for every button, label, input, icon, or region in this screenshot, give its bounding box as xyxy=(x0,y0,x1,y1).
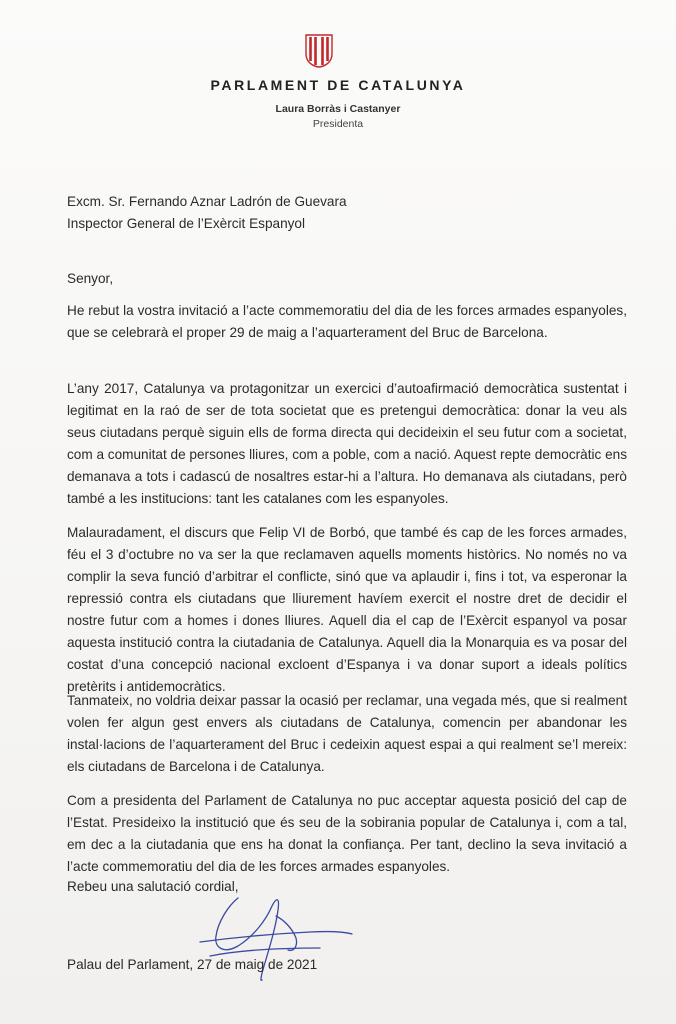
institution-name: PARLAMENT DE CATALUNYA xyxy=(210,77,466,93)
parlament-emblem-icon xyxy=(305,34,333,68)
place-and-date: Palau del Parlament, 27 de maig de 2021 xyxy=(67,957,318,972)
closing-line: Rebeu una salutació cordial, xyxy=(67,879,239,894)
addressee-block xyxy=(67,191,627,235)
paragraph-speech: Malauradament, el discurs que Felip VI de Borbó, que també és cap de les forces armades, féu el 3 d’octubre no va ser la que reclamaven aquells moments històrics. No només no va complir la seva funció d’arbitrar el conflicte, sinó que va aplaudir i, fins i tot, va esperonar la repressió contra els ciutadans que lliurement havíem exercit el nostre dret de decidir el nostre futur com a homes i dones lliures. Aquell dia el cap de l’Exèrcit espanyol va posar aquesta institució contra la ciutadania de Catalunya. Aquell dia la Monarquia es va posar del costat d’una concepció nacional excloent d’Espanya i va donar suport a ideals polítics pretèrits i antidemocràtics. xyxy=(67,525,627,694)
addressee-title: Inspector General de l’Exèrcit Espanyol xyxy=(67,216,306,231)
paragraph-2017: L’any 2017, Catalunya va protagonitzar un exercici d’autoafirmació democràtica sustentat i legitimat en la raó de ser de tota societat que es pretengui democràtica: donar la veu als seus ciutadans perquè siguin ells de forma directa qui decideixin el seu futur com a societat, com a comunitat de persones lliures, com a poble, com a nació. Aquest repte democràtic ens demanava a tots i cadascú de nosaltres estar-hi a l’altura. Ho demanava als ciutadans, però també a les institucions: tant les catalanes com les espanyoles. xyxy=(67,381,627,506)
paragraph-invitation: He rebut la vostra invitació a l’acte commemoratiu del dia de les forces armades espanyoles, que se celebrarà el proper 29 de maig a l’aquarterament del Bruc de Barcelona. xyxy=(67,303,627,340)
signer-name: Laura Borràs i Castanyer xyxy=(275,103,401,115)
salutation: Senyor, xyxy=(67,271,114,286)
addressee-name: Excm. Sr. Fernando Aznar Ladrón de Guevara xyxy=(67,194,347,209)
paragraph-request: Tanmateix, no voldria deixar passar la ocasió per reclamar, una vegada més, que si realment volen fer algun gest envers als ciutadans de Catalunya, comencin per abandonar les instal·lacions de l’aquarterament del Bruc i cedeixin aquest espai a qui realment se’l mereix: els ciutadans de Barcelona i de Catalunya. xyxy=(67,693,627,774)
paragraph-decline: Com a presidenta del Parlament de Catalunya no puc acceptar aquesta posició del cap de l’Estat. Presideixo la institució que és seu de la sobirania popular de Catalunya i, com a tal, em dec a la ciutadania que ens ha donat la confiança. Per tant, declino la seva invitació a l’acte commemoratiu del dia de les forces armades espanyoles. xyxy=(67,793,627,874)
signer-role: Presidenta xyxy=(312,118,364,130)
